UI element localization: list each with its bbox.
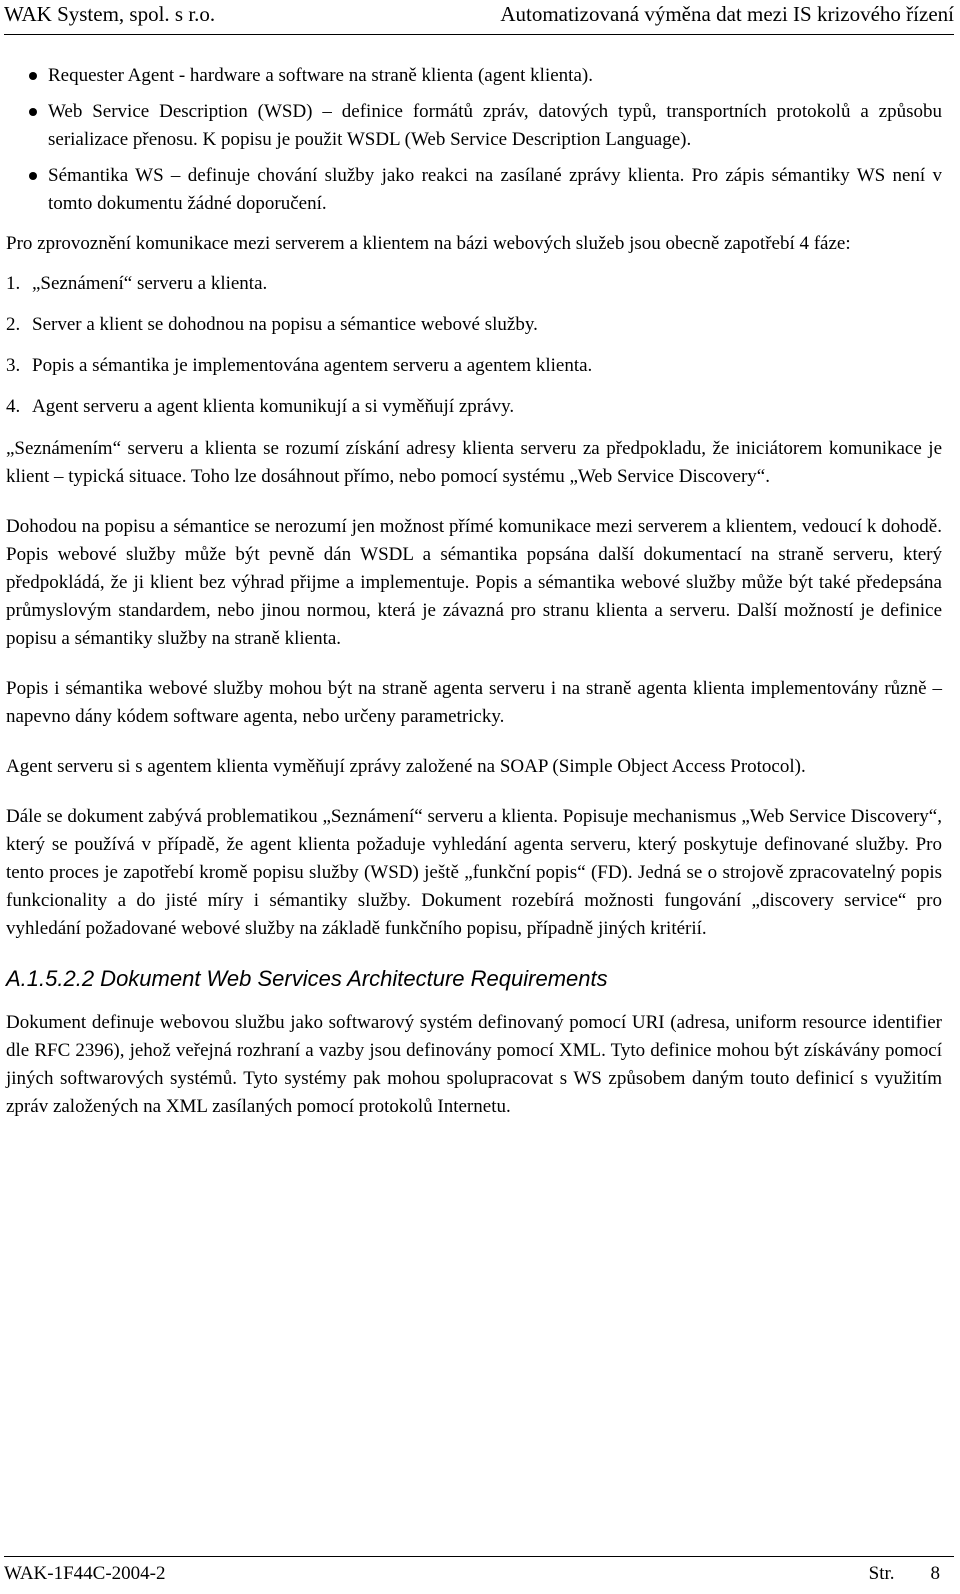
- phase-item: [6, 270, 942, 298]
- phase-number: 2.: [6, 314, 21, 335]
- bullet-item: Web Service Description (WSD) – definice formátů zpráv, datových typů, transportních protokolů a způsobu serializace přenosu. K popisu je použit WSDL (Web Service Description Language).: [6, 98, 942, 154]
- phase-list: [6, 270, 942, 421]
- page-footer: [4, 1556, 954, 1593]
- footer-page-label: Str.: [868, 1563, 895, 1584]
- intro-paragraph: Pro zprovoznění komunikace mezi serverem a klientem na bázi webových služeb jsou obecně zapotřebí 4 fáze:: [6, 233, 851, 254]
- bullet-item: Sémantika WS – definuje chování služby jako reakci na zasílané zprávy klienta. Pro zápis sémantiky WS není v tomto dokumentu žádné doporučení.: [6, 162, 942, 218]
- body-paragraph: Dále se dokument zabývá problematikou „Seznámení“ serveru a klienta. Popisuje mechanismus „Web Service Discovery“, který se používá v případě, že agent klienta požaduje vyhledání agenta serveru, který poskytuje definované služby. Pro tento proces je zapotřebí kromě popisu služby (WSD) ještě „funkční popis“ (FD). Jedná se o strojově zpracovatelný popis funkcionality a do jisté míry i sémantiky služby. Dokument rozebírá možnosti fungování „discovery service“ pro vyhledání požadované webové služby na základě funkčního popisu, případně jiných kritérií.: [6, 806, 942, 939]
- phase-text: „Seznámení“ serveru a klienta.: [32, 273, 268, 294]
- phase-text: Server a klient se dohodnou na popisu a sémantice webové služby.: [32, 314, 538, 335]
- phase-item: [6, 352, 942, 380]
- header-company: WAK System, spol. s r.o.: [4, 2, 216, 26]
- phase-number: 1.: [6, 273, 21, 294]
- phase-item: [6, 311, 942, 339]
- body-paragraph: Agent serveru si s agentem klienta vyměňují zprávy založené na SOAP (Simple Object Access Protocol).: [6, 756, 806, 777]
- page-header: [4, 0, 954, 35]
- header-doc-title: Automatizovaná výměna dat mezi IS krizového řízení: [500, 2, 954, 26]
- phase-text: Agent serveru a agent klienta komunikují a si vyměňují zprávy.: [32, 396, 515, 417]
- body-paragraph: „Seznámením“ serveru a klienta se rozumí získání adresy klienta serveru za předpokladu, že iniciátorem komunikace je klient – typická situace. Toho lze dosáhnout přímo, nebo pomocí systému „Web Service Discovery“.: [6, 438, 942, 487]
- section-heading: A.1.5.2.2 Dokument Web Services Architecture Requirements: [6, 966, 608, 991]
- footer-page-number: 8: [930, 1563, 940, 1584]
- body-paragraph: Dohodou na popisu a sémantice se nerozumí jen možnost přímé komunikace mezi serverem a klientem, vedoucí k dohodě. Popis webové služby může být pevně dán WSDL a sémantika popsána další dokumentací na straně serveru, který předpokládá, že ji klient bez výhrad přijme a implementuje. Popis a sémantika webové služby může být také předepsána průmyslovým standardem, nebo jinou normou, která je závazná pro stranu klienta a serveru. Další možností je definice popisu a sémantiky služby na straně klienta.: [6, 516, 942, 649]
- phase-text: Popis a sémantika je implementována agentem serveru a agentem klienta.: [32, 355, 593, 376]
- section-paragraph: Dokument definuje webovou službu jako softwarový systém definovaný pomocí URI (adresa, uniform resource identifier dle RFC 2396), jehož veřejná rozhraní a vazby jsou definovány pomocí XML. Tyto definice mohou být získávány pomocí jiných softwarových systémů. Tyto systémy pak mohou spolupracovat s WS způsobem daným touto definicí s využitím zpráv založených na XML zasílaných pomocí protokolů Internetu.: [6, 1012, 942, 1117]
- phase-number: 3.: [6, 355, 21, 376]
- phase-item: [6, 393, 942, 421]
- bullet-item: Requester Agent - hardware a software na straně klienta (agent klienta).: [6, 62, 942, 90]
- page-content: [6, 62, 942, 1143]
- body-paragraph: Popis i sémantika webové služby mohou být na straně agenta serveru i na straně agenta klienta implementovány různě – napevno dány kódem software agenta, nebo určeny parametricky.: [6, 678, 942, 727]
- footer-page: [869, 1557, 940, 1591]
- footer-doc-id: WAK-1F44C-2004-2: [4, 1563, 166, 1584]
- phase-number: 4.: [6, 396, 21, 417]
